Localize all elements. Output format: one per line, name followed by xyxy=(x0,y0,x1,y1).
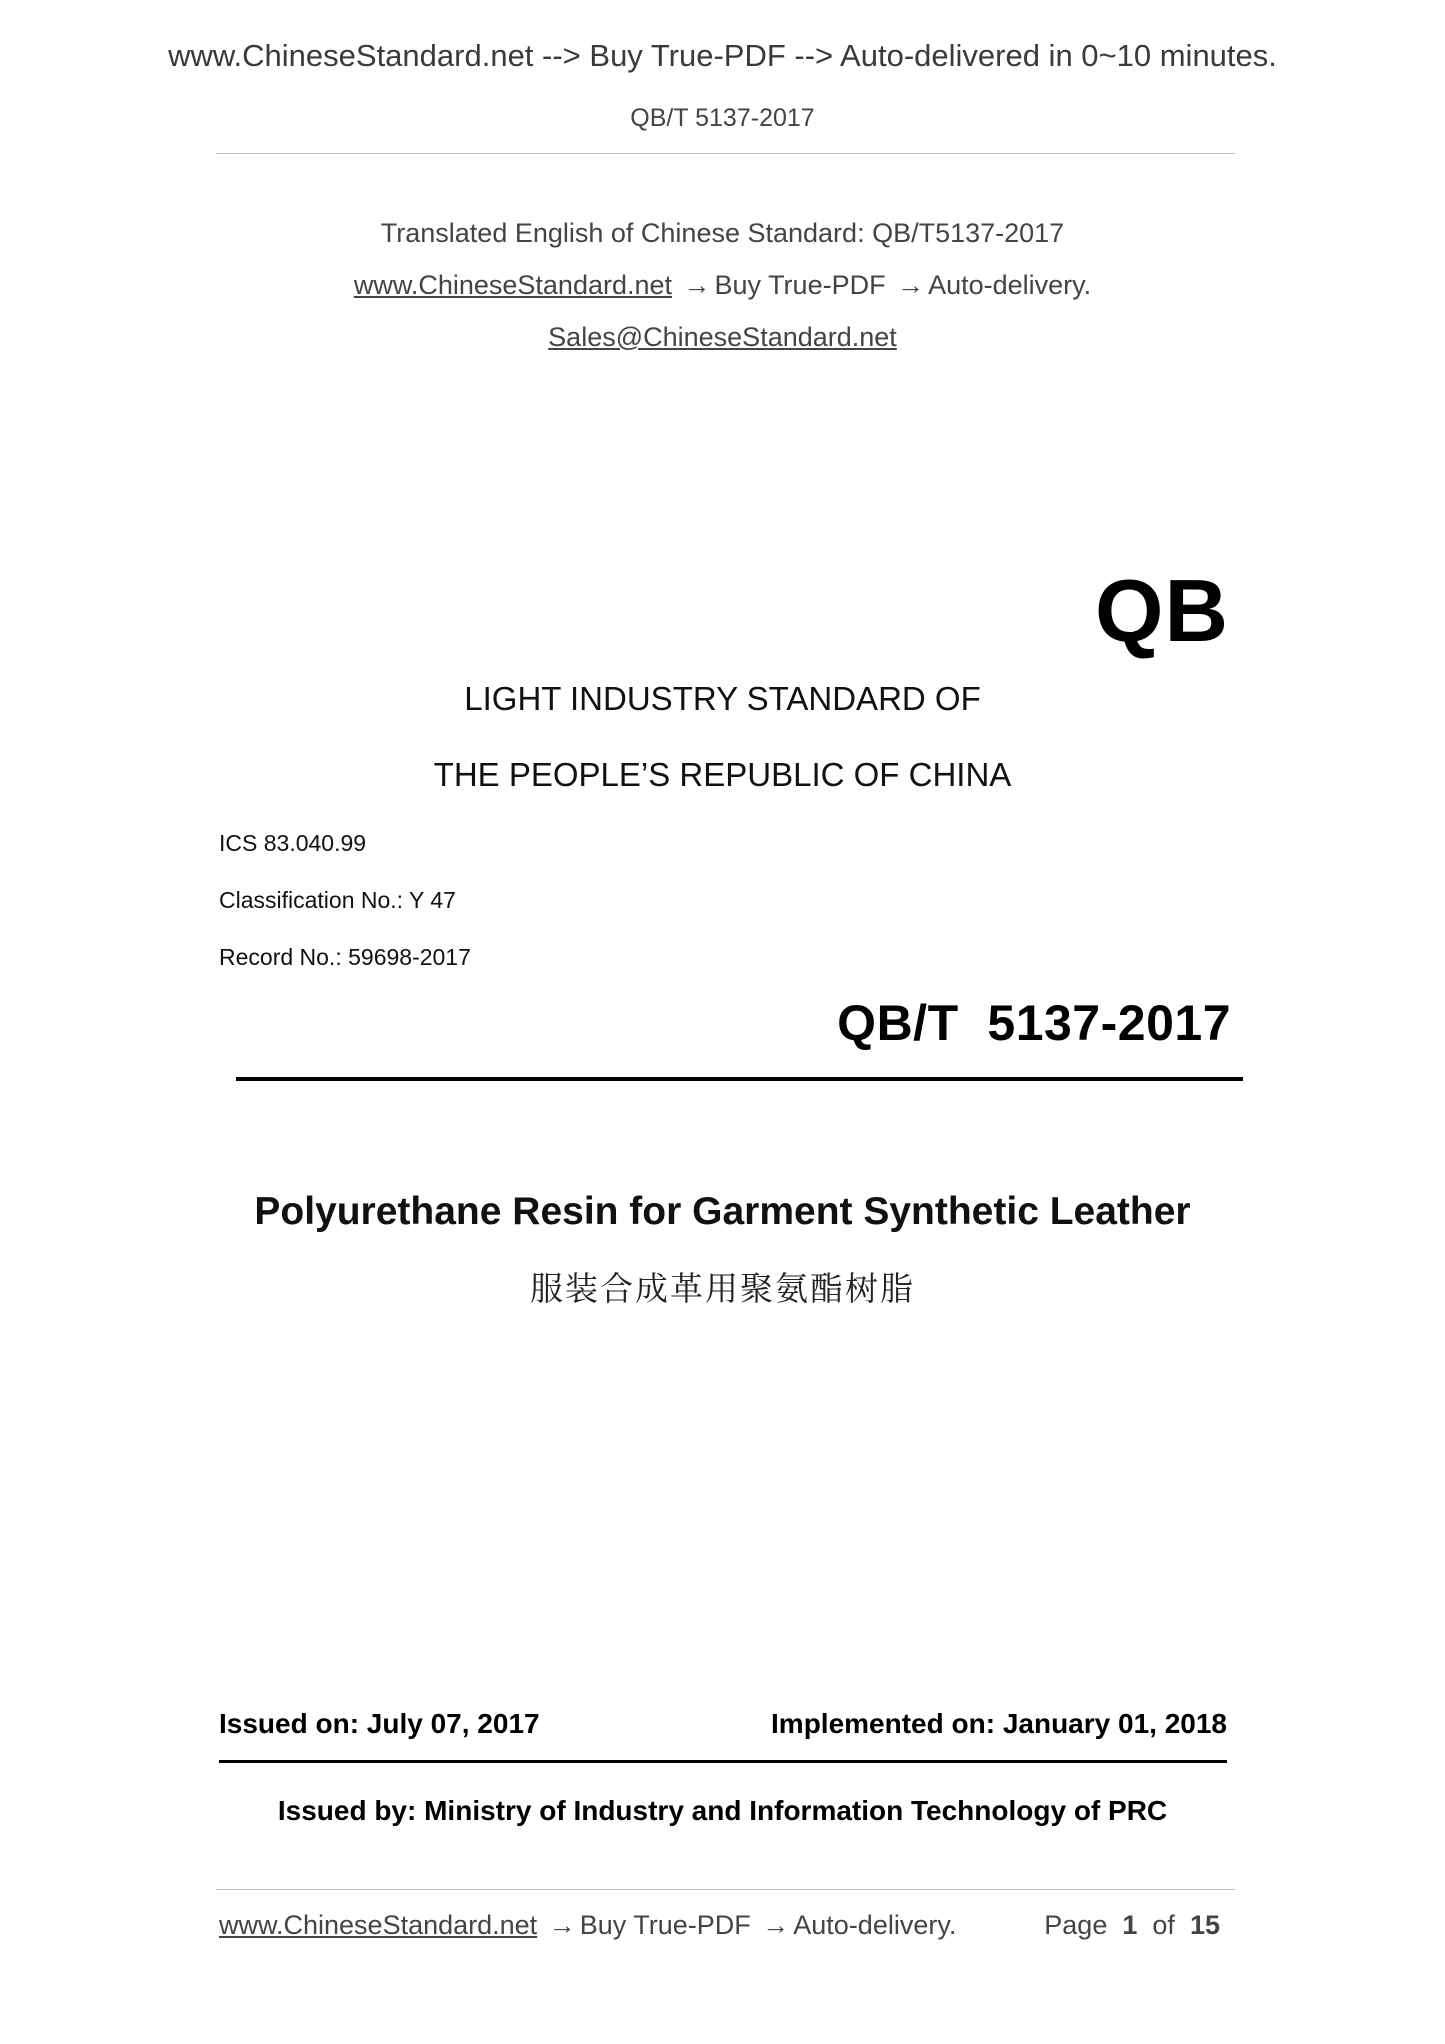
buy-true-pdf-text: Buy True-PDF xyxy=(714,270,886,300)
ics-number: ICS 83.040.99 xyxy=(219,830,367,856)
footer-links xyxy=(219,1910,956,1941)
translation-title: Translated English of Chinese Standard: QB/T5137-2017 xyxy=(380,218,1065,248)
document-title-chinese: 服装合成革用聚氨酯树脂 xyxy=(530,1269,915,1308)
standard-number: QB/T 5137-2017 xyxy=(837,995,1231,1051)
standard-heading-line1: LIGHT INDUSTRY STANDARD OF xyxy=(464,680,981,717)
issued-on-date: Issued on: July 07, 2017 xyxy=(219,1708,540,1739)
classification-number: Classification No.: Y 47 xyxy=(219,887,456,913)
header-standard-code: QB/T 5137-2017 xyxy=(630,104,815,132)
qb-logo: QB xyxy=(1095,561,1229,660)
page-current: 1 xyxy=(1122,1910,1138,1940)
document-title-english: Polyurethane Resin for Garment Synthetic Leather xyxy=(254,1190,1191,1233)
auto-delivery-text: Auto-delivery. xyxy=(928,270,1092,300)
record-number: Record No.: 59698-2017 xyxy=(219,944,471,970)
header-banner: www.ChineseStandard.net --> Buy True-PDF --> Auto-delivered in 0~10 minutes. xyxy=(168,38,1277,73)
page-of-label: of xyxy=(1152,1910,1175,1940)
standard-heading-line2: THE PEOPLE’S REPUBLIC OF CHINA xyxy=(433,756,1012,793)
implemented-on-date: Implemented on: January 01, 2018 xyxy=(771,1708,1227,1739)
translation-email xyxy=(0,322,1445,353)
issue-divider xyxy=(219,1760,1227,1763)
page-indicator xyxy=(1044,1910,1220,1941)
arrow-right-icon: → xyxy=(548,1910,576,1940)
footer-delivery-text: Auto-delivery. xyxy=(793,1910,957,1940)
arrow-right-icon: → xyxy=(683,270,711,300)
page-total: 15 xyxy=(1189,1910,1220,1940)
arrow-right-icon: → xyxy=(762,1910,790,1940)
issued-by: Issued by: Ministry of Industry and Information Technology of PRC xyxy=(277,1795,1168,1826)
footer-divider xyxy=(216,1889,1235,1890)
page-label: Page xyxy=(1044,1910,1108,1940)
sales-email-link[interactable]: Sales@ChineseStandard.net xyxy=(548,322,897,352)
footer-site-link[interactable]: www.ChineseStandard.net xyxy=(219,1910,538,1940)
footer-buy-text: Buy True-PDF xyxy=(579,1910,751,1940)
arrow-right-icon: → xyxy=(897,270,925,300)
header-divider xyxy=(216,153,1235,154)
site-link[interactable]: www.ChineseStandard.net xyxy=(353,270,673,300)
main-divider xyxy=(236,1077,1243,1081)
translation-links xyxy=(0,270,1445,301)
